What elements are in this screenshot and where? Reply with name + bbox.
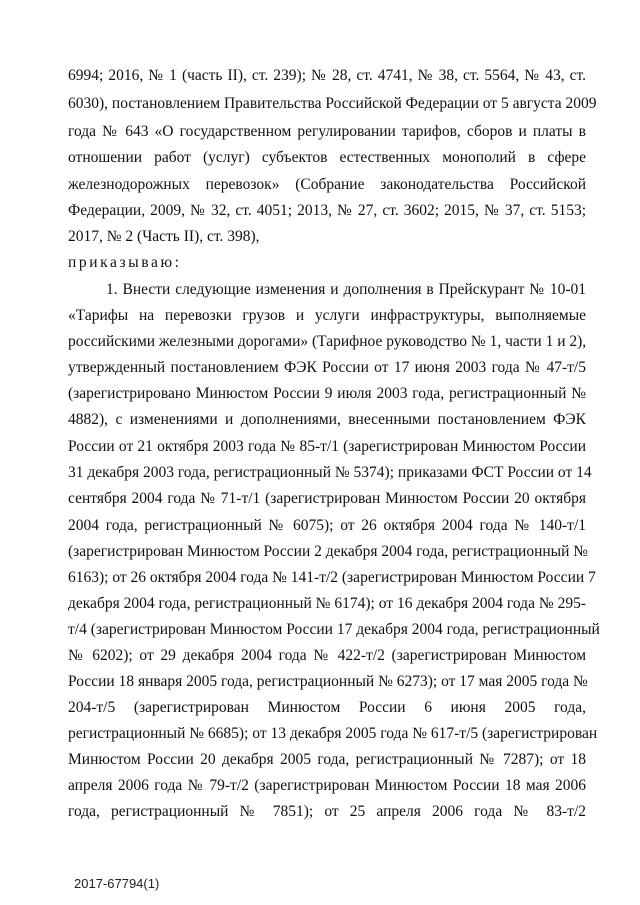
text-line: «Тарифы на перевозки грузов и услуги инфраструктуры, выполняемые — [68, 307, 586, 324]
text-line: 6994; 2016, № 1 (часть II), ст. 239); № 28, ст. 4741, № 38, ст. 5564, № 43, ст. — [68, 67, 586, 84]
text-line: (зарегистрировано Минюстом России 9 июля 2003 года, регистрационный № — [68, 385, 586, 402]
text-line: № 6202); от 29 декабря 2004 года № 422-т/2 (зарегистрирован Минюстом — [68, 647, 586, 664]
text-line: апреля 2006 года № 79-т/2 (зарегистрирован Минюстом России 18 мая 2006 — [68, 777, 586, 794]
text-line: России от 21 октября 2003 года № 85-т/1 (зарегистрирован Минюстом России — [68, 438, 586, 455]
text-line: сентября 2004 года № 71-т/1 (зарегистрирован Минюстом России 20 октября — [68, 490, 586, 507]
text-line: декабря 2004 года, регистрационный № 6174); от 16 декабря 2004 года № 295- — [68, 595, 586, 612]
document-registration-code: 2017-67794(1) — [74, 876, 160, 891]
text-line: года, регистрационный № 7851); от 25 апреля 2006 года № 83-т/2 — [68, 803, 586, 820]
text-line: регистрационный № 6685); от 13 декабря 2005 года № 617-т/5 (зарегистрирован — [68, 725, 598, 742]
text-line: утвержденный постановлением ФЭК России от 17 июня 2003 года № 47-т/5 — [68, 359, 586, 376]
text-line: (зарегистрирован Минюстом России 2 декабря 2004 года, регистрационный № — [68, 543, 589, 560]
text-line: отношении работ (услуг) субъектов естественных монополий в сфере — [68, 149, 586, 166]
text-line: Минюстом России 20 декабря 2005 года, регистрационный № 7287); от 18 — [68, 751, 586, 768]
text-line: 204-т/5 (зарегистрирован Минюстом России 6 июня 2005 года, — [68, 699, 586, 716]
text-line: 6030), постановлением Правительства Российской Федерации от 5 августа 2009 — [68, 95, 597, 112]
text-line: российскими железными дорогами» (Тарифное руководство № 1, части 1 и 2), — [68, 333, 587, 350]
text-line: 4882), с изменениями и дополнениями, внесенными постановлением ФЭК — [68, 411, 586, 428]
text-line: 2004 года, регистрационный № 6075); от 26 октября 2004 года № 140-т/1 — [68, 517, 586, 534]
order-word: приказываю: — [68, 254, 182, 271]
text-line: 6163); от 26 октября 2004 года № 141-т/2 (зарегистрирован Минюстом России 7 — [68, 569, 596, 586]
paragraph-1-start: 1. Внести следующие изменения и дополнения в Прейскурант № 10-01 — [106, 281, 586, 298]
text-line: России 18 января 2005 года, регистрационный № 6273); от 17 мая 2005 года № — [68, 673, 588, 690]
text-line: года № 643 «О государственном регулировании тарифов, сборов и платы в — [68, 123, 586, 140]
text-line: 2017, № 2 (Часть II), ст. 398), — [68, 228, 260, 245]
text-line: Федерации, 2009, № 32, ст. 4051; 2013, № 27, ст. 3602; 2015, № 37, ст. 5153; — [68, 202, 586, 219]
text-line: 31 декабря 2003 года, регистрационный № 5374); приказами ФСТ России от 14 — [68, 464, 592, 481]
text-line: т/4 (зарегистрирован Минюстом России 17 декабря 2004 года, регистрационный — [68, 621, 600, 638]
text-line: железнодорожных перевозок» (Собрание законодательства Российской — [68, 176, 586, 193]
